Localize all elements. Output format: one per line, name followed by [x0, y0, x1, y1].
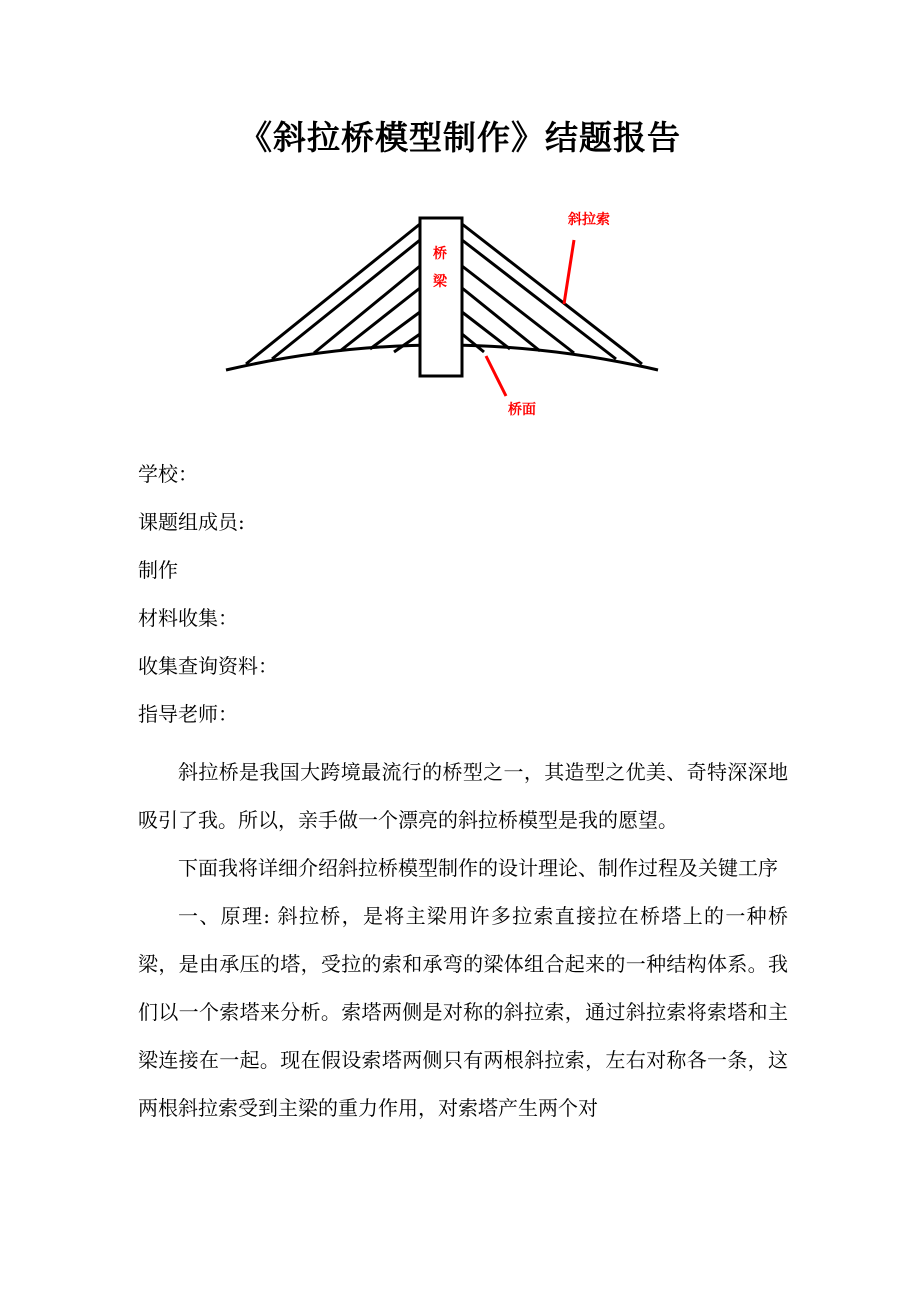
right-cable	[462, 224, 642, 364]
overview-paragraph: 下面我将详细介绍斜拉桥模型制作的设计理论、制作过程及关键工序	[178, 856, 778, 880]
report-body	[138, 748, 788, 1132]
right-cable	[462, 240, 616, 359]
cable-callout-label: 斜拉索	[568, 212, 610, 228]
right-cable	[462, 266, 574, 353]
right-cable	[462, 334, 484, 352]
left-cable	[272, 240, 420, 359]
research-line: 收集查询资料：	[138, 654, 278, 678]
left-cable	[314, 266, 420, 353]
advisor-line: 指导老师：	[138, 702, 238, 726]
tower-label-1: 桥	[433, 246, 447, 262]
cable-callout-line	[564, 240, 574, 304]
document-title: 《斜拉桥模型制作》结题报告	[239, 118, 681, 157]
deck-callout-label: 桥面	[508, 402, 536, 418]
intro-paragraph: 斜拉桥是我国大跨境最流行的桥型之一，其造型之优美、奇特深深地吸引了我。所以，亲手做一个漂亮的斜拉桥模型是我的愿望。	[138, 760, 788, 832]
left-cable	[370, 312, 420, 349]
bridge-tower	[420, 218, 462, 376]
school-line: 学校：	[138, 462, 198, 486]
production-line: 制作	[138, 558, 178, 582]
left-cable	[246, 224, 420, 364]
cable-stayed-bridge-diagram	[222, 196, 662, 428]
principle-paragraph: 一、原理: 斜拉桥，是将主梁用许多拉索直接拉在桥塔上的一种桥梁，是由承压的塔，受拉的索和承弯的梁体组合起来的一种结构体系。我们以一个索塔来分析。索塔两侧是对称的斜拉索，通过斜拉索将索塔和主梁连接在一起。现在假设索塔两侧只有两根斜拉索，左右对称各一条，这两根斜拉索受到主梁的重力作用，对索塔产生两个对	[138, 904, 788, 1120]
deck-callout-line	[486, 356, 506, 396]
members-line: 课题组成员:	[138, 510, 245, 534]
right-cable	[462, 312, 510, 349]
tower-label-2: 梁	[433, 274, 447, 290]
left-cable	[394, 334, 420, 352]
material-line: 材料收集：	[138, 606, 238, 630]
